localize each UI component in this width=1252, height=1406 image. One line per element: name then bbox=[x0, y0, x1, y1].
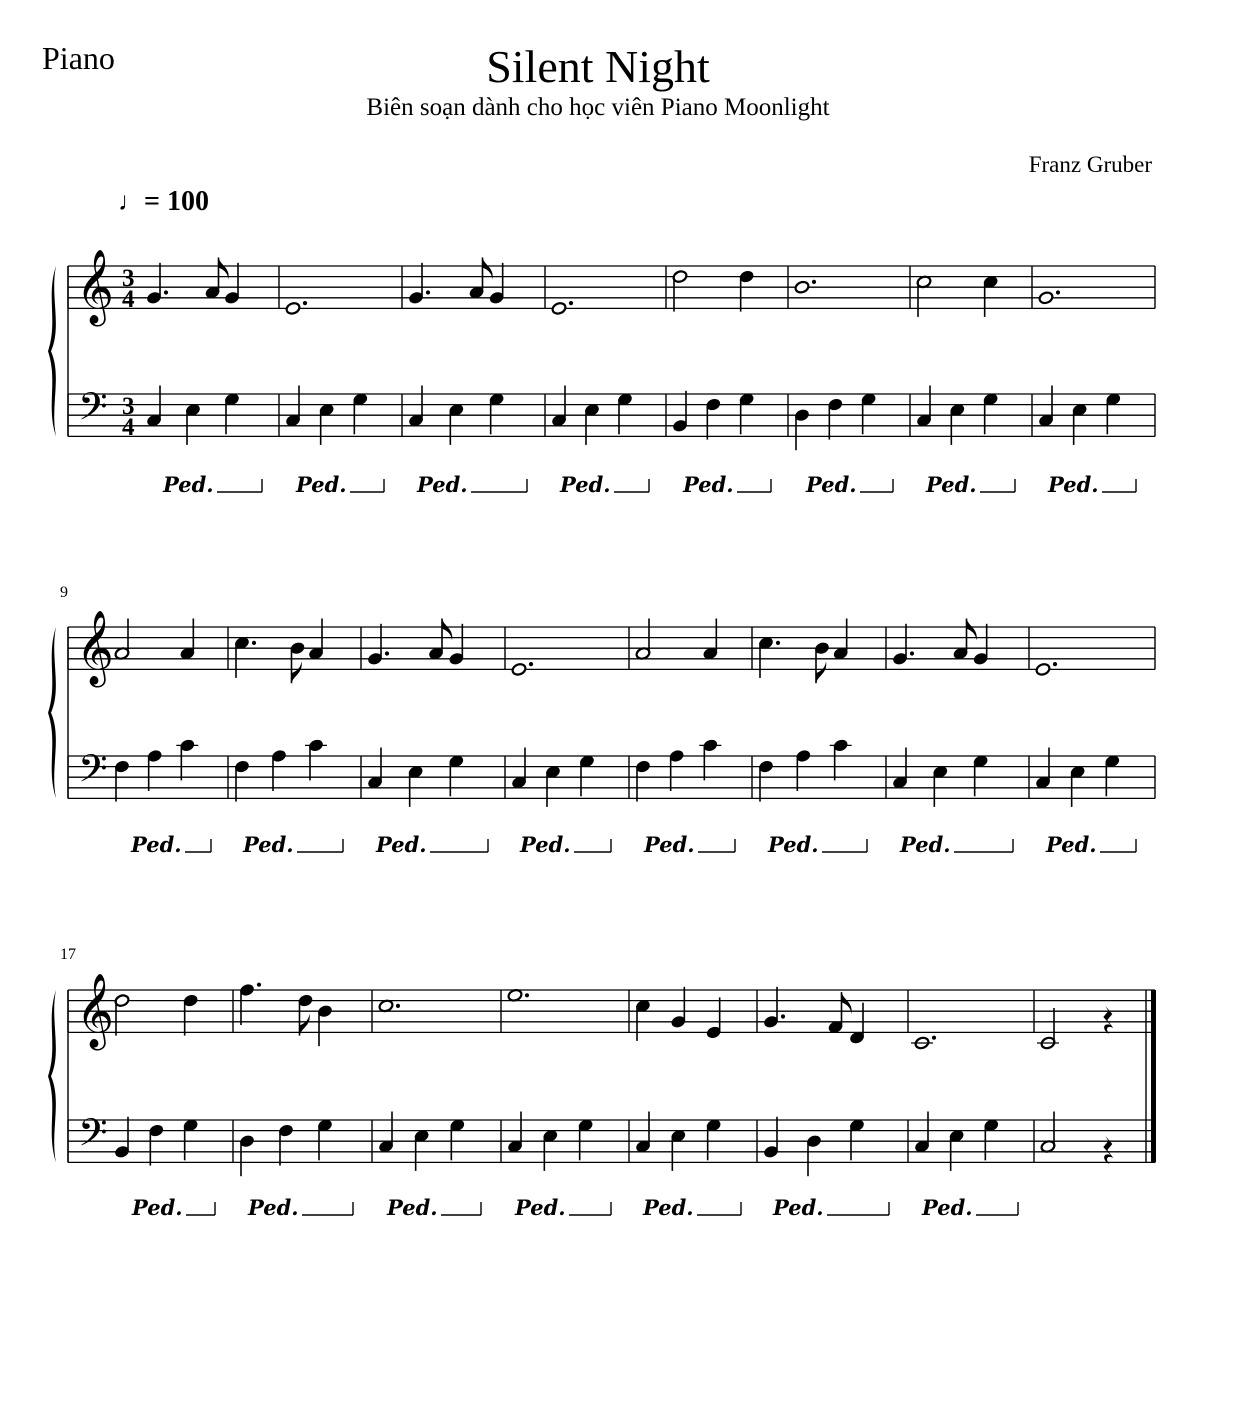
pedal-mark: Ped. bbox=[1046, 832, 1097, 857]
pedal-mark: Ped. bbox=[900, 832, 951, 857]
pedal-mark: Ped. bbox=[520, 832, 571, 857]
note-dot bbox=[812, 280, 816, 284]
time-sig-denominator: 4 bbox=[122, 286, 135, 313]
bass-measure bbox=[234, 738, 327, 801]
pedal-mark: Ped. bbox=[1048, 472, 1099, 497]
pedal-mark: Ped. bbox=[243, 832, 294, 857]
time-sig-numerator: 3 bbox=[122, 265, 135, 292]
pedal-mark: Ped. bbox=[515, 1195, 566, 1220]
pedal-mark: Ped. bbox=[643, 1195, 694, 1220]
quarter-rest bbox=[1103, 1136, 1113, 1164]
quarter-note-icon: ♩ bbox=[118, 187, 144, 216]
pedal-mark: Ped. bbox=[773, 1195, 824, 1220]
piano-brace bbox=[48, 266, 56, 436]
pedal-mark: Ped. bbox=[806, 472, 857, 497]
treble-measure bbox=[758, 619, 849, 684]
bass-measure bbox=[763, 1117, 865, 1176]
pedal-mark: Ped. bbox=[296, 472, 347, 497]
pedal-mark: Ped. bbox=[683, 472, 734, 497]
treble-clef-icon: 𝄞 bbox=[76, 611, 114, 685]
pedal-mark: Ped. bbox=[926, 472, 977, 497]
bass-measure bbox=[758, 738, 852, 801]
note-dot bbox=[529, 662, 533, 666]
pedal-mark: Ped. bbox=[387, 1195, 438, 1220]
pedal-mark: Ped. bbox=[163, 472, 214, 497]
pedal-mark: Ped. bbox=[417, 472, 468, 497]
note-dot bbox=[257, 983, 261, 987]
quarter-rest bbox=[1103, 1006, 1113, 1034]
note-dot bbox=[164, 290, 168, 294]
pedal-mark: Ped. bbox=[560, 472, 611, 497]
pedal-mark: Ped. bbox=[248, 1195, 299, 1220]
note-dot bbox=[776, 641, 780, 645]
notehead bbox=[285, 301, 301, 315]
pedal-mark: Ped. bbox=[132, 1195, 183, 1220]
treble-measure bbox=[916, 275, 999, 317]
bass-clef-icon: 𝄢 bbox=[78, 1110, 108, 1164]
bass-measure bbox=[794, 392, 877, 450]
time-sig-numerator: 3 bbox=[122, 393, 135, 420]
piano-brace bbox=[48, 627, 56, 798]
pedal-mark: Ped. bbox=[922, 1195, 973, 1220]
notehead bbox=[511, 662, 527, 676]
treble-measure bbox=[234, 619, 324, 684]
note-dot bbox=[1053, 662, 1057, 666]
bass-measure bbox=[239, 1118, 333, 1176]
note-dot bbox=[932, 1036, 936, 1040]
treble-measure bbox=[635, 619, 718, 661]
treble-clef-icon: 𝄞 bbox=[76, 974, 114, 1048]
notehead bbox=[1035, 662, 1051, 676]
measure-number: 17 bbox=[60, 946, 76, 963]
treble-measure bbox=[672, 270, 755, 312]
composer: Franz Gruber bbox=[1028, 152, 1152, 177]
treble-measure bbox=[763, 987, 865, 1045]
bass-clef-icon: 𝄢 bbox=[78, 746, 108, 800]
instrument-name: Piano bbox=[42, 40, 115, 76]
treble-measure bbox=[239, 983, 333, 1047]
pedal-mark: Ped. bbox=[131, 832, 182, 857]
score-subtitle: Biên soạn dành cho học viên Piano Moonlight bbox=[366, 94, 830, 121]
score-title: Silent Night bbox=[486, 41, 710, 92]
bass-measure bbox=[114, 738, 198, 801]
treble-measure bbox=[1037, 1006, 1113, 1050]
final-barline-thick bbox=[1151, 990, 1156, 1162]
bass-measure bbox=[635, 738, 721, 801]
note-dot bbox=[569, 301, 573, 305]
notehead bbox=[551, 301, 567, 315]
bass-clef-icon: 𝄢 bbox=[78, 384, 108, 438]
pedal-mark: Ped. bbox=[376, 832, 427, 857]
treble-measure bbox=[114, 619, 195, 661]
note-dot bbox=[303, 301, 307, 305]
note-flag bbox=[816, 661, 826, 683]
note-dot bbox=[396, 1004, 400, 1008]
pedal-mark: Ped. bbox=[644, 832, 695, 857]
note-dot bbox=[910, 651, 914, 655]
note-dot bbox=[426, 290, 430, 294]
treble-measure bbox=[114, 994, 199, 1036]
measure-number: 9 bbox=[60, 584, 68, 601]
time-sig-denominator: 4 bbox=[122, 414, 135, 441]
note-dot bbox=[1056, 290, 1060, 294]
note-flag bbox=[292, 661, 302, 683]
pedal-mark: Ped. bbox=[768, 832, 819, 857]
note-dot bbox=[252, 641, 256, 645]
note-dot bbox=[525, 993, 529, 997]
tempo-value: = 100 bbox=[144, 186, 209, 217]
note-dot bbox=[781, 1014, 785, 1018]
notehead bbox=[794, 280, 810, 294]
notehead bbox=[1038, 291, 1054, 305]
treble-clef-icon: 𝄞 bbox=[76, 250, 114, 324]
treble-measure bbox=[911, 1036, 936, 1050]
note-dot bbox=[385, 651, 389, 655]
piano-brace bbox=[48, 990, 56, 1162]
